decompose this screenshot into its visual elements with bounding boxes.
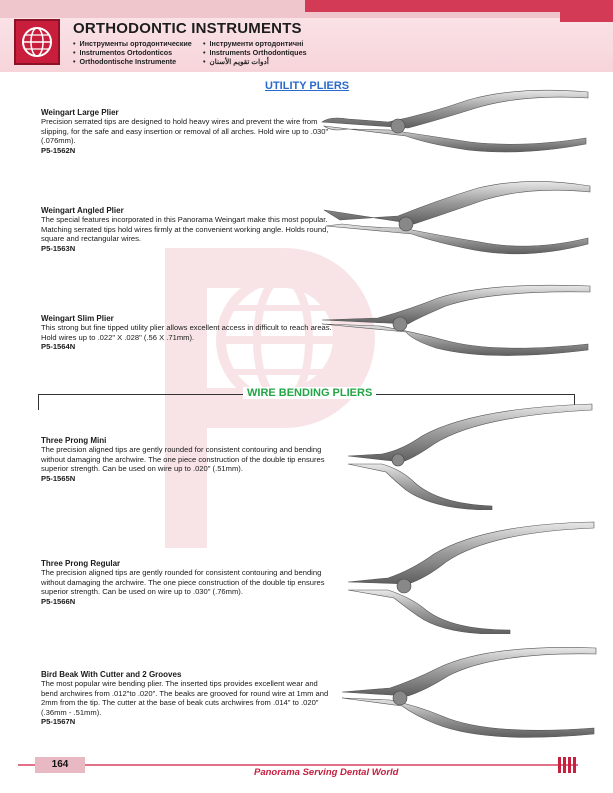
footer-bars-icon — [558, 757, 578, 773]
three-prong-regular-plier-icon — [342, 518, 598, 634]
divider-left-tick — [38, 394, 39, 410]
product-name: Weingart Large Plier — [41, 108, 119, 117]
language-label: • Інструменти ортодонтичні — [203, 39, 303, 48]
globe-logo-icon — [20, 25, 54, 59]
product-three-prong-regular — [41, 559, 333, 606]
product-name: Weingart Angled Plier — [41, 206, 124, 215]
product-description: The most popular wire bending plier. The inserted tips provides excellent wear and bend archwires from .012"to .020". The beaks are grooved for round wire at 1mm and 2mm from the tip. The cutter at the base of beak cuts archwires from .014" to .020" (.36mm - .51mm). — [41, 679, 329, 717]
three-prong-mini-plier-icon — [342, 400, 598, 510]
footer-line — [18, 764, 578, 766]
product-weingart-large — [41, 108, 333, 155]
weingart-slim-plier-icon — [318, 280, 598, 360]
product-description: This strong but fine tipped utility plier allows excellent access in difficult to reach areas. Hold wires up to .022" X .028" (.56 X .71mm). — [41, 323, 332, 342]
header-accent-block — [560, 0, 613, 22]
product-description: The precision aligned tips are gently rounded for consistent contouring and bending without damaging the archwire. The one piece construction of the double tip ensures superior strength. Can be used on wire up to .030" (.76mm). — [41, 568, 325, 597]
weingart-large-plier-icon — [318, 86, 598, 156]
product-code: P5-1565N — [41, 473, 76, 483]
language-label: • أدوات تقويم الأسنان — [203, 57, 269, 66]
language-label: • Instrumentos Ortodonticos — [73, 48, 172, 57]
footer-tagline: Panorama Serving Dental World — [248, 767, 404, 778]
product-code: P5-1562N — [41, 145, 76, 155]
product-name: Three Prong Mini — [41, 436, 107, 445]
product-description: The precision aligned tips are gently rounded for consistent contouring and bending without damaging the archwire. The one piece construction of the double tip ensures superior strength. Can be used on wire up to .020" (.51mm). — [41, 445, 325, 474]
product-name: Bird Beak With Cutter and 2 Grooves — [41, 670, 182, 679]
product-code: P5-1566N — [41, 596, 76, 606]
product-description: Precision serrated tips are designed to hold heavy wires and prevent the wire from slipping, for the safe and easy insertion or removal of all arches. Hold wire up to .030" (.076mm). — [41, 117, 329, 146]
product-code: P5-1567N — [41, 717, 76, 727]
product-weingart-angled — [41, 206, 333, 253]
product-name: Three Prong Regular — [41, 559, 121, 568]
product-code: P5-1563N — [41, 243, 76, 253]
brand-logo — [14, 19, 60, 65]
page-number: 164 — [35, 757, 85, 773]
wire-bending-pliers-heading: WIRE BENDING PLIERS — [243, 387, 376, 399]
page-title: ORTHODONTIC INSTRUMENTS — [73, 20, 302, 37]
language-label: • Instruments Orthodontiques — [203, 48, 307, 57]
language-label: • Инструменты ортодонтические — [73, 39, 192, 48]
language-label: • Orthodontische Instrumente — [73, 57, 176, 66]
product-three-prong-mini — [41, 436, 333, 483]
bird-beak-cutter-plier-icon — [338, 640, 600, 750]
product-description: The special features incorporated in this Panorama Weingart make this most popular. Matching serrated tips hold wires firmly at the convenient working angle. Holds round, square and rectangular wires. — [41, 215, 329, 244]
product-code: P5-1564N — [41, 342, 76, 352]
weingart-angled-plier-icon — [318, 178, 598, 258]
product-weingart-slim — [41, 314, 333, 352]
product-name: Weingart Slim Plier — [41, 314, 114, 323]
utility-pliers-heading: UTILITY PLIERS — [265, 80, 350, 92]
product-bird-beak-cutter — [41, 670, 333, 726]
